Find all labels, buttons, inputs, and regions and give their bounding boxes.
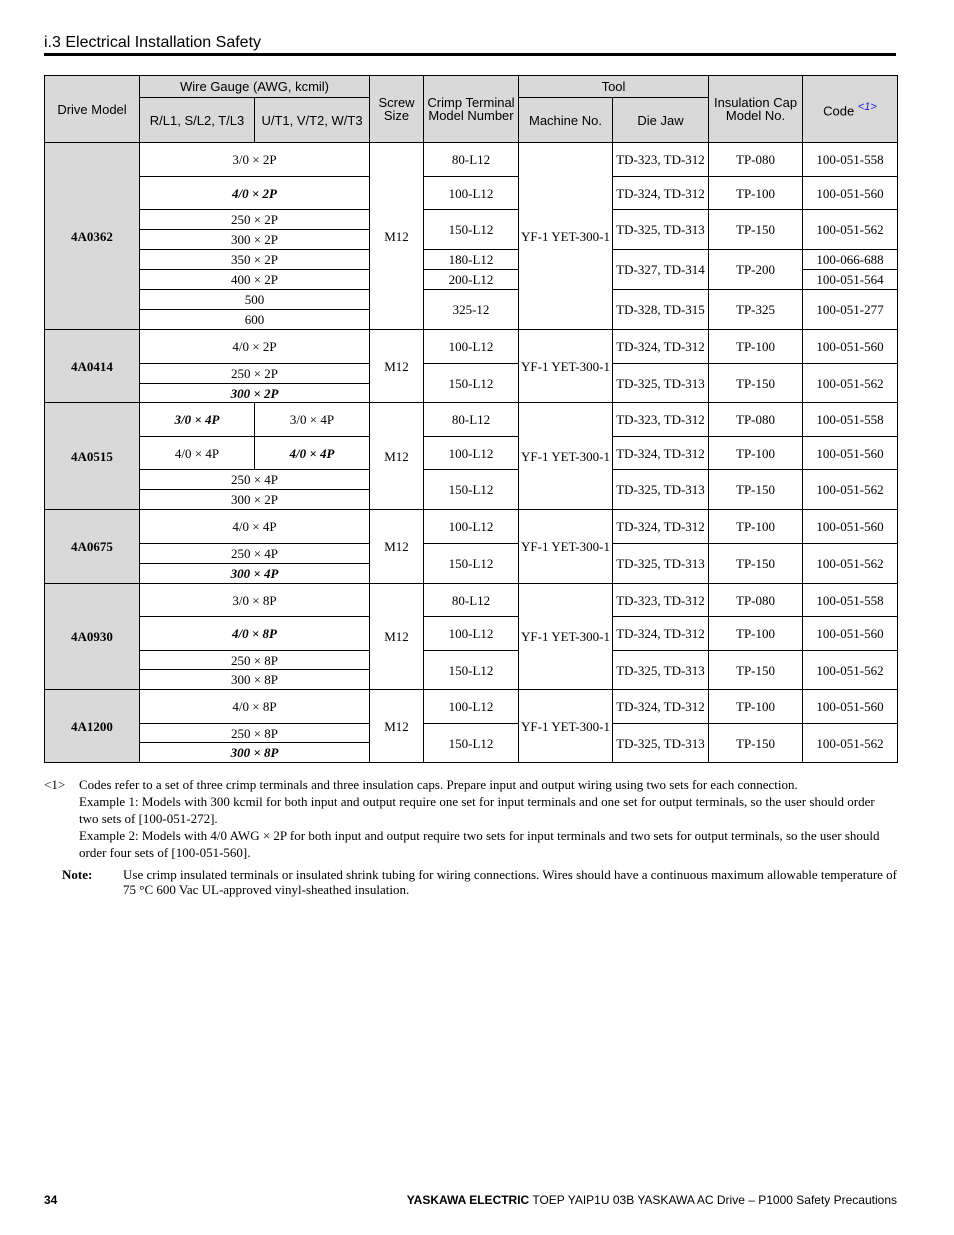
insulation-cap-cell: TP-100 [709,437,803,470]
insulation-cap-cell: TP-150 [709,364,803,403]
code-footnote-link[interactable]: <1> [857,100,877,113]
header-output-terminals: U/T1, V/T2, W/T3 [255,98,370,143]
wire-gauge-cell: 4/0 × 8P [140,690,370,724]
die-jaw-cell: TD-324, TD-312 [613,177,709,210]
table-row [45,330,898,364]
machine-no-cell: YF-1 YET-300-1 [519,584,613,690]
header-code [803,76,898,143]
wire-gauge-output-cell: 4/0 × 4P [255,437,370,470]
table-row [45,177,898,210]
table-row [45,364,898,384]
crimp-terminal-cell: 80-L12 [424,143,519,177]
die-jaw-cell: TD-328, TD-315 [613,290,709,330]
code-cell: 100-051-277 [803,290,898,330]
crimp-terminal-cell: 150-L12 [424,364,519,403]
code-cell: 100-051-560 [803,437,898,470]
crimp-terminal-cell: 80-L12 [424,403,519,437]
table-row [45,510,898,544]
wire-gauge-cell: 600 [140,310,370,330]
code-cell: 100-051-558 [803,143,898,177]
screw-size-cell: M12 [370,330,424,403]
code-cell: 100-051-562 [803,651,898,690]
wire-gauge-cell: 300 × 8P [140,743,370,763]
wire-gauge-cell: 300 × 8P [140,670,370,690]
table-row [45,617,898,651]
insulation-cap-cell: TP-100 [709,330,803,364]
wire-gauge-cell: 400 × 2P [140,270,370,290]
die-jaw-cell: TD-325, TD-313 [613,724,709,763]
wire-gauge-cell: 4/0 × 2P [140,330,370,364]
crimp-terminal-cell: 150-L12 [424,544,519,584]
header-insulation-cap: Insulation Cap Model No. [709,76,803,143]
note [62,867,897,897]
table-row [45,143,898,177]
screw-size-cell: M12 [370,690,424,763]
code-cell: 100-051-564 [803,270,898,290]
code-cell: 100-051-560 [803,330,898,364]
footnote-line: Codes refer to a set of three crimp terminals and three insulation caps. Prepare input and output wiring using two sets for each connection. [79,777,798,792]
header-screw-size: Screw Size [370,76,424,143]
crimp-terminal-cell: 150-L12 [424,470,519,510]
code-cell: 100-066-688 [803,250,898,270]
code-cell: 100-051-562 [803,470,898,510]
note-text: Use crimp insulated terminals or insulated shrink tubing for wiring connections. Wires should have a continuous maximum allowable temperature of 75 °C 600 Vac UL-approved vinyl-sheathed insulation. [123,867,898,897]
wire-gauge-cell: 300 × 2P [140,384,370,403]
footer-brand: YASKAWA ELECTRIC [406,1193,530,1207]
footnote-body [79,776,897,861]
die-jaw-cell: TD-327, TD-314 [613,250,709,290]
table-row [45,403,898,437]
insulation-cap-cell: TP-080 [709,584,803,617]
drive-model-cell: 4A0675 [45,510,140,584]
crimp-terminal-cell: 80-L12 [424,584,519,617]
section-number: i.3 [44,34,61,51]
footnote-mark: <1> [44,777,66,792]
insulation-cap-cell: TP-200 [709,250,803,290]
machine-no-cell: YF-1 YET-300-1 [519,330,613,403]
crimp-terminal-cell: 100-L12 [424,510,519,544]
screw-size-cell: M12 [370,584,424,690]
wire-gauge-cell: 500 [140,290,370,310]
insulation-cap-cell: TP-150 [709,544,803,584]
insulation-cap-cell: TP-150 [709,724,803,763]
header-drive-model: Drive Model [45,76,140,143]
screw-size-cell: M12 [370,403,424,510]
crimp-terminal-cell: 100-L12 [424,617,519,651]
table-row [45,724,898,743]
header-input-terminals: R/L1, S/L2, T/L3 [140,98,255,143]
wire-gauge-input-cell: 4/0 × 4P [140,437,255,470]
insulation-cap-cell: TP-150 [709,470,803,510]
die-jaw-cell: TD-324, TD-312 [613,617,709,651]
insulation-cap-cell: TP-325 [709,290,803,330]
die-jaw-cell: TD-325, TD-313 [613,651,709,690]
die-jaw-cell: TD-325, TD-313 [613,544,709,584]
crimp-terminal-cell: 100-L12 [424,437,519,470]
die-jaw-cell: TD-325, TD-313 [613,470,709,510]
drive-model-cell: 4A0362 [45,143,140,330]
wire-gauge-cell: 3/0 × 2P [140,143,370,177]
die-jaw-cell: TD-324, TD-312 [613,437,709,470]
wire-gauge-cell: 250 × 2P [140,210,370,230]
table-body [45,143,898,763]
insulation-cap-cell: TP-100 [709,510,803,544]
wire-gauge-cell: 250 × 4P [140,470,370,490]
wire-gauge-cell: 3/0 × 8P [140,584,370,617]
wire-gauge-input-cell: 3/0 × 4P [140,403,255,437]
wire-gauge-cell: 250 × 4P [140,544,370,564]
die-jaw-cell: TD-323, TD-312 [613,584,709,617]
wire-gauge-cell: 300 × 2P [140,230,370,250]
crimp-terminal-cell: 100-L12 [424,330,519,364]
code-cell: 100-051-562 [803,724,898,763]
footnote-example-2: Example 2: Models with 4/0 AWG × 2P for both input and output require two sets for input terminals and two sets for output terminals, so the user should order four sets of [100-051-560]. [79,828,880,860]
wire-gauge-cell: 4/0 × 4P [140,510,370,544]
machine-no-cell: YF-1 YET-300-1 [519,510,613,584]
crimp-terminal-cell: 150-L12 [424,724,519,763]
insulation-cap-cell: TP-150 [709,210,803,250]
wire-gauge-cell: 350 × 2P [140,250,370,270]
drive-model-cell: 4A0930 [45,584,140,690]
crimp-terminal-cell: 150-L12 [424,651,519,690]
die-jaw-cell: TD-324, TD-312 [613,510,709,544]
wire-gauge-cell: 250 × 8P [140,724,370,743]
table-row [45,437,898,470]
drive-model-cell: 4A0515 [45,403,140,510]
wire-gauge-cell: 300 × 2P [140,490,370,510]
insulation-cap-cell: TP-100 [709,177,803,210]
header-wire-gauge: Wire Gauge (AWG, kcmil) [140,76,370,98]
code-cell: 100-051-562 [803,210,898,250]
machine-no-cell: YF-1 YET-300-1 [519,403,613,510]
wire-gauge-cell: 4/0 × 8P [140,617,370,651]
header-code-label: Code [823,103,855,119]
header-tool: Tool [519,76,709,98]
drive-model-cell: 4A0414 [45,330,140,403]
die-jaw-cell: TD-323, TD-312 [613,403,709,437]
wire-gauge-cell: 250 × 2P [140,364,370,384]
header-machine-no: Machine No. [519,98,613,143]
die-jaw-cell: TD-323, TD-312 [613,143,709,177]
screw-size-cell: M12 [370,510,424,584]
table-row [45,690,898,724]
table-row [45,250,898,270]
header-die-jaw: Die Jaw [613,98,709,143]
insulation-cap-cell: TP-080 [709,143,803,177]
footnote [44,776,897,861]
insulation-cap-cell: TP-100 [709,617,803,651]
screw-size-cell: M12 [370,143,424,330]
footer-doc-title: TOEP YAIP1U 03B YASKAWA AC Drive – P1000 Safety Precautions [532,1193,897,1207]
footer-doc-info [407,1193,897,1207]
note-label: Note: [62,867,93,882]
die-jaw-cell: TD-325, TD-313 [613,210,709,250]
crimp-terminal-cell: 200-L12 [424,270,519,290]
die-jaw-cell: TD-324, TD-312 [613,330,709,364]
section-title-text: Electrical Installation Safety [65,34,262,51]
die-jaw-cell: TD-325, TD-313 [613,364,709,403]
table-row [45,290,898,310]
code-cell: 100-051-562 [803,364,898,403]
crimp-terminal-table [44,75,898,763]
insulation-cap-cell: TP-080 [709,403,803,437]
crimp-terminal-cell: 100-L12 [424,177,519,210]
code-cell: 100-051-558 [803,584,898,617]
table-row [45,584,898,617]
crimp-terminal-cell: 325-12 [424,290,519,330]
drive-model-cell: 4A1200 [45,690,140,763]
table-row [45,544,898,564]
table-row [45,470,898,490]
code-cell: 100-051-560 [803,690,898,724]
code-cell: 100-051-558 [803,403,898,437]
insulation-cap-cell: TP-100 [709,690,803,724]
machine-no-cell: YF-1 YET-300-1 [519,143,613,330]
crimp-terminal-cell: 180-L12 [424,250,519,270]
table-row [45,210,898,230]
code-cell: 100-051-560 [803,177,898,210]
table-row [45,651,898,670]
code-cell: 100-051-562 [803,544,898,584]
page-number: 34 [44,1193,58,1207]
code-cell: 100-051-560 [803,617,898,651]
wire-gauge-cell: 300 × 4P [140,564,370,584]
header-crimp-terminal: Crimp Terminal Model Number [424,76,519,143]
wire-gauge-cell: 250 × 8P [140,651,370,670]
wire-gauge-cell: 4/0 × 2P [140,177,370,210]
crimp-terminal-cell: 100-L12 [424,690,519,724]
code-cell: 100-051-560 [803,510,898,544]
insulation-cap-cell: TP-150 [709,651,803,690]
crimp-terminal-cell: 150-L12 [424,210,519,250]
die-jaw-cell: TD-324, TD-312 [613,690,709,724]
machine-no-cell: YF-1 YET-300-1 [519,690,613,763]
section-title [44,35,896,56]
wire-gauge-output-cell: 3/0 × 4P [255,403,370,437]
footnote-example-1: Example 1: Models with 300 kcmil for both input and output require one set for input terminals and one set for output terminals, so the user should order two sets of [100-051-272]. [79,794,875,826]
